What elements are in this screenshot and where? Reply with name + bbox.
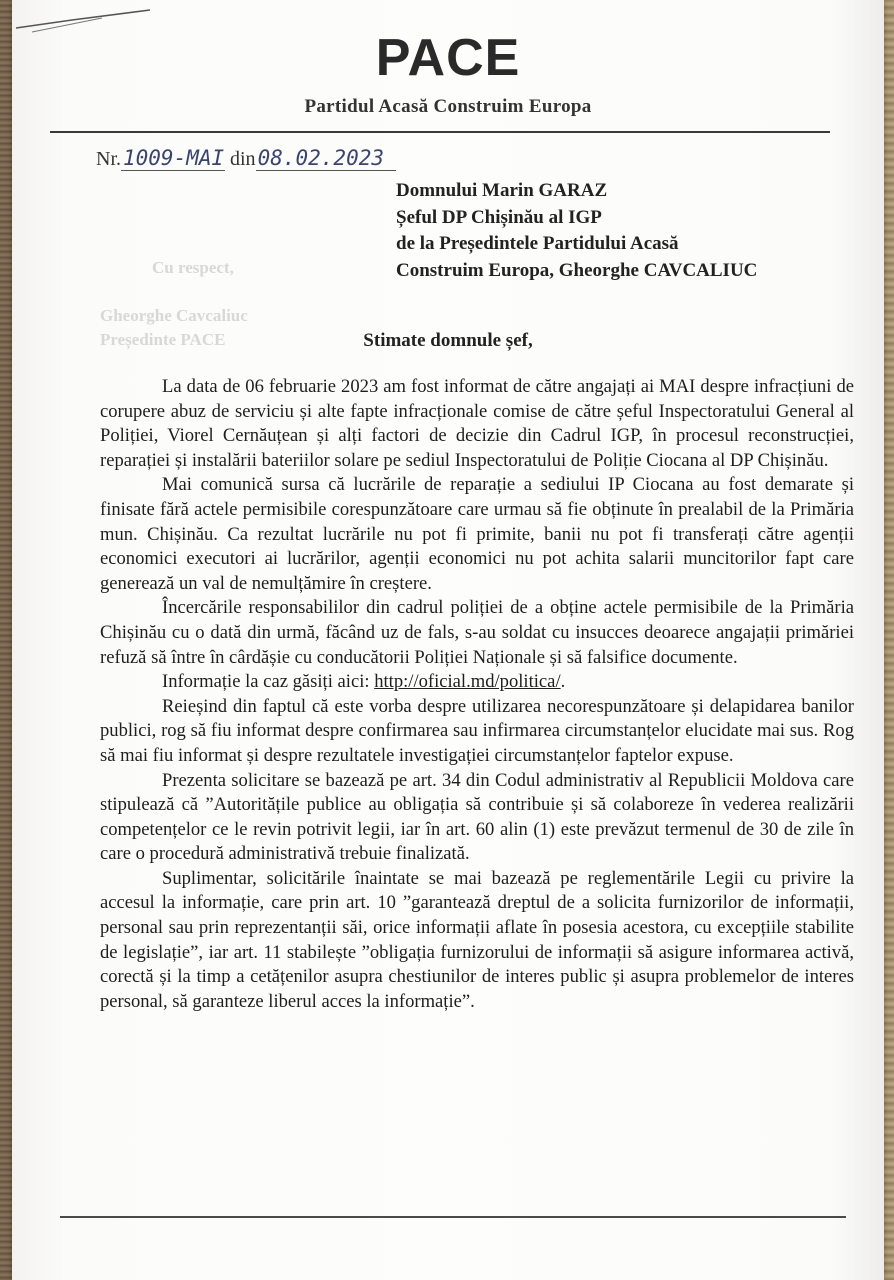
body-paragraph: Prezenta solicitare se bazează pe art. 34 din Codul administrativ al Republicii Moldova care stipulează că ”Autoritățile publice au obligația să contribuie și să colaboreze în vederea realizării competențelor ce le revin potrivit legii, iar în art. 60 alin (1) este prevăzut termenul de 30 de zile în care o procedură administrativă trebuie finalizată. (100, 769, 854, 865)
header-divider (50, 131, 830, 133)
info-line (100, 670, 854, 695)
party-logo: PACE (375, 29, 521, 87)
body-paragraph: Încercările responsabililor din cadrul poliției de a obține actele permisibile de la Primăria Chișinău cu o dată din urmă, făcând uz de fals, s-au soldat cu insucces deoarece angajații primăriei refuză să între în cârdășie cu conducătorii Poliției Naționale și să falsifice documente. (100, 597, 854, 668)
addressee-line: de la Președintele Partidului Acasă (396, 233, 679, 254)
body-paragraph: La data de 06 februarie 2023 am fost informat de către angajați ai MAI despre infracțiuni de corupere abuz de serviciu și alte fapte infracționale comise de către șeful Inspectoratului General al Poliției, Viorel Cernăuțean și alți factori de decizie din Cadrul IGP, în procesul reconstrucției, reparației și instalării bateriilor solare pe sediul Inspectoratului de Poliție Ciocana al DP Chișinău. (100, 376, 854, 471)
body-paragraph: Suplimentar, solicitările înaintate se mai bazează pe reglementările Legii cu privire la accesul la informație, care prin art. 10 ”garantează dreptul de a solicita furnizorilor de informații, personal sau prin reprezentanții săi, orice informații aflate în posesia acestora, cu excepțiile stabilite de legislație”, iar art. 11 stabilește ”obligația furnizorului de informații să asigure informarea activă, corectă și la timp a cetățenilor asupra chestiunilor de interes public și asupra problemelor de interes personal, să garanteze liberul acces la informație”. (100, 867, 854, 1012)
right-background-edge (884, 0, 894, 1280)
addressee-line: Domnului Marin GARAZ (396, 180, 608, 201)
info-prefix: Informație la caz găsiți aici: (162, 671, 375, 693)
info-suffix: . (560, 671, 566, 693)
date-label: din (230, 148, 256, 170)
bleed-through-text: Gheorghe Cavcaliuc (100, 306, 248, 325)
letter-body (100, 375, 854, 1014)
bleed-through-text: Cu respect, (152, 258, 234, 277)
letter-page (12, 0, 884, 1280)
salutation: Stimate domnule șef, (363, 330, 533, 351)
addressee-line: Construim Europa, Gheorghe CAVCALIUC (396, 259, 758, 281)
left-background-edge (0, 0, 12, 1280)
nr-value: 1009-MAI (123, 146, 225, 170)
reference-line (96, 146, 396, 171)
body-paragraph: Reieșind din faptul că este vorba despre utilizarea necorespunzătoare și delapidarea banilor publici, rog să fiu informat despre confirmarea sau infirmarea circumstanțelor elucidate mai sus. Rog să mai fiu informat și despre rezultatele investigației circumstanțelor faptelor expuse. (100, 695, 854, 766)
footer-divider (60, 1216, 846, 1218)
party-name: Partidul Acasă Construim Europa (304, 96, 592, 117)
letterhead (12, 28, 884, 118)
nr-label: Nr. (96, 148, 121, 170)
addressee-line: Șeful DP Chișinău al IGP (396, 206, 602, 228)
date-value: 08.02.2023 (256, 146, 396, 171)
bleed-through-text: Președinte PACE (100, 330, 226, 349)
body-paragraph: Mai comunică sursa că lucrările de reparație a sediului IP Ciocana au fost demarate și finisate fără actele permisibile corespunzătoare care urmau să fie obținute în prealabil de la Primăria mun. Chișinău. Ca rezultat lucrările nu pot fi primite, banii nu pot fi transferați către agenții economici executori ai lucrărilor, agenții economici nu pot achita salarii muncitorilor fapt care generează un val de nemulțămire în creștere. (100, 474, 854, 594)
info-link[interactable]: http://oficial.md/politica/ (374, 671, 561, 693)
addressee-block (396, 178, 757, 284)
